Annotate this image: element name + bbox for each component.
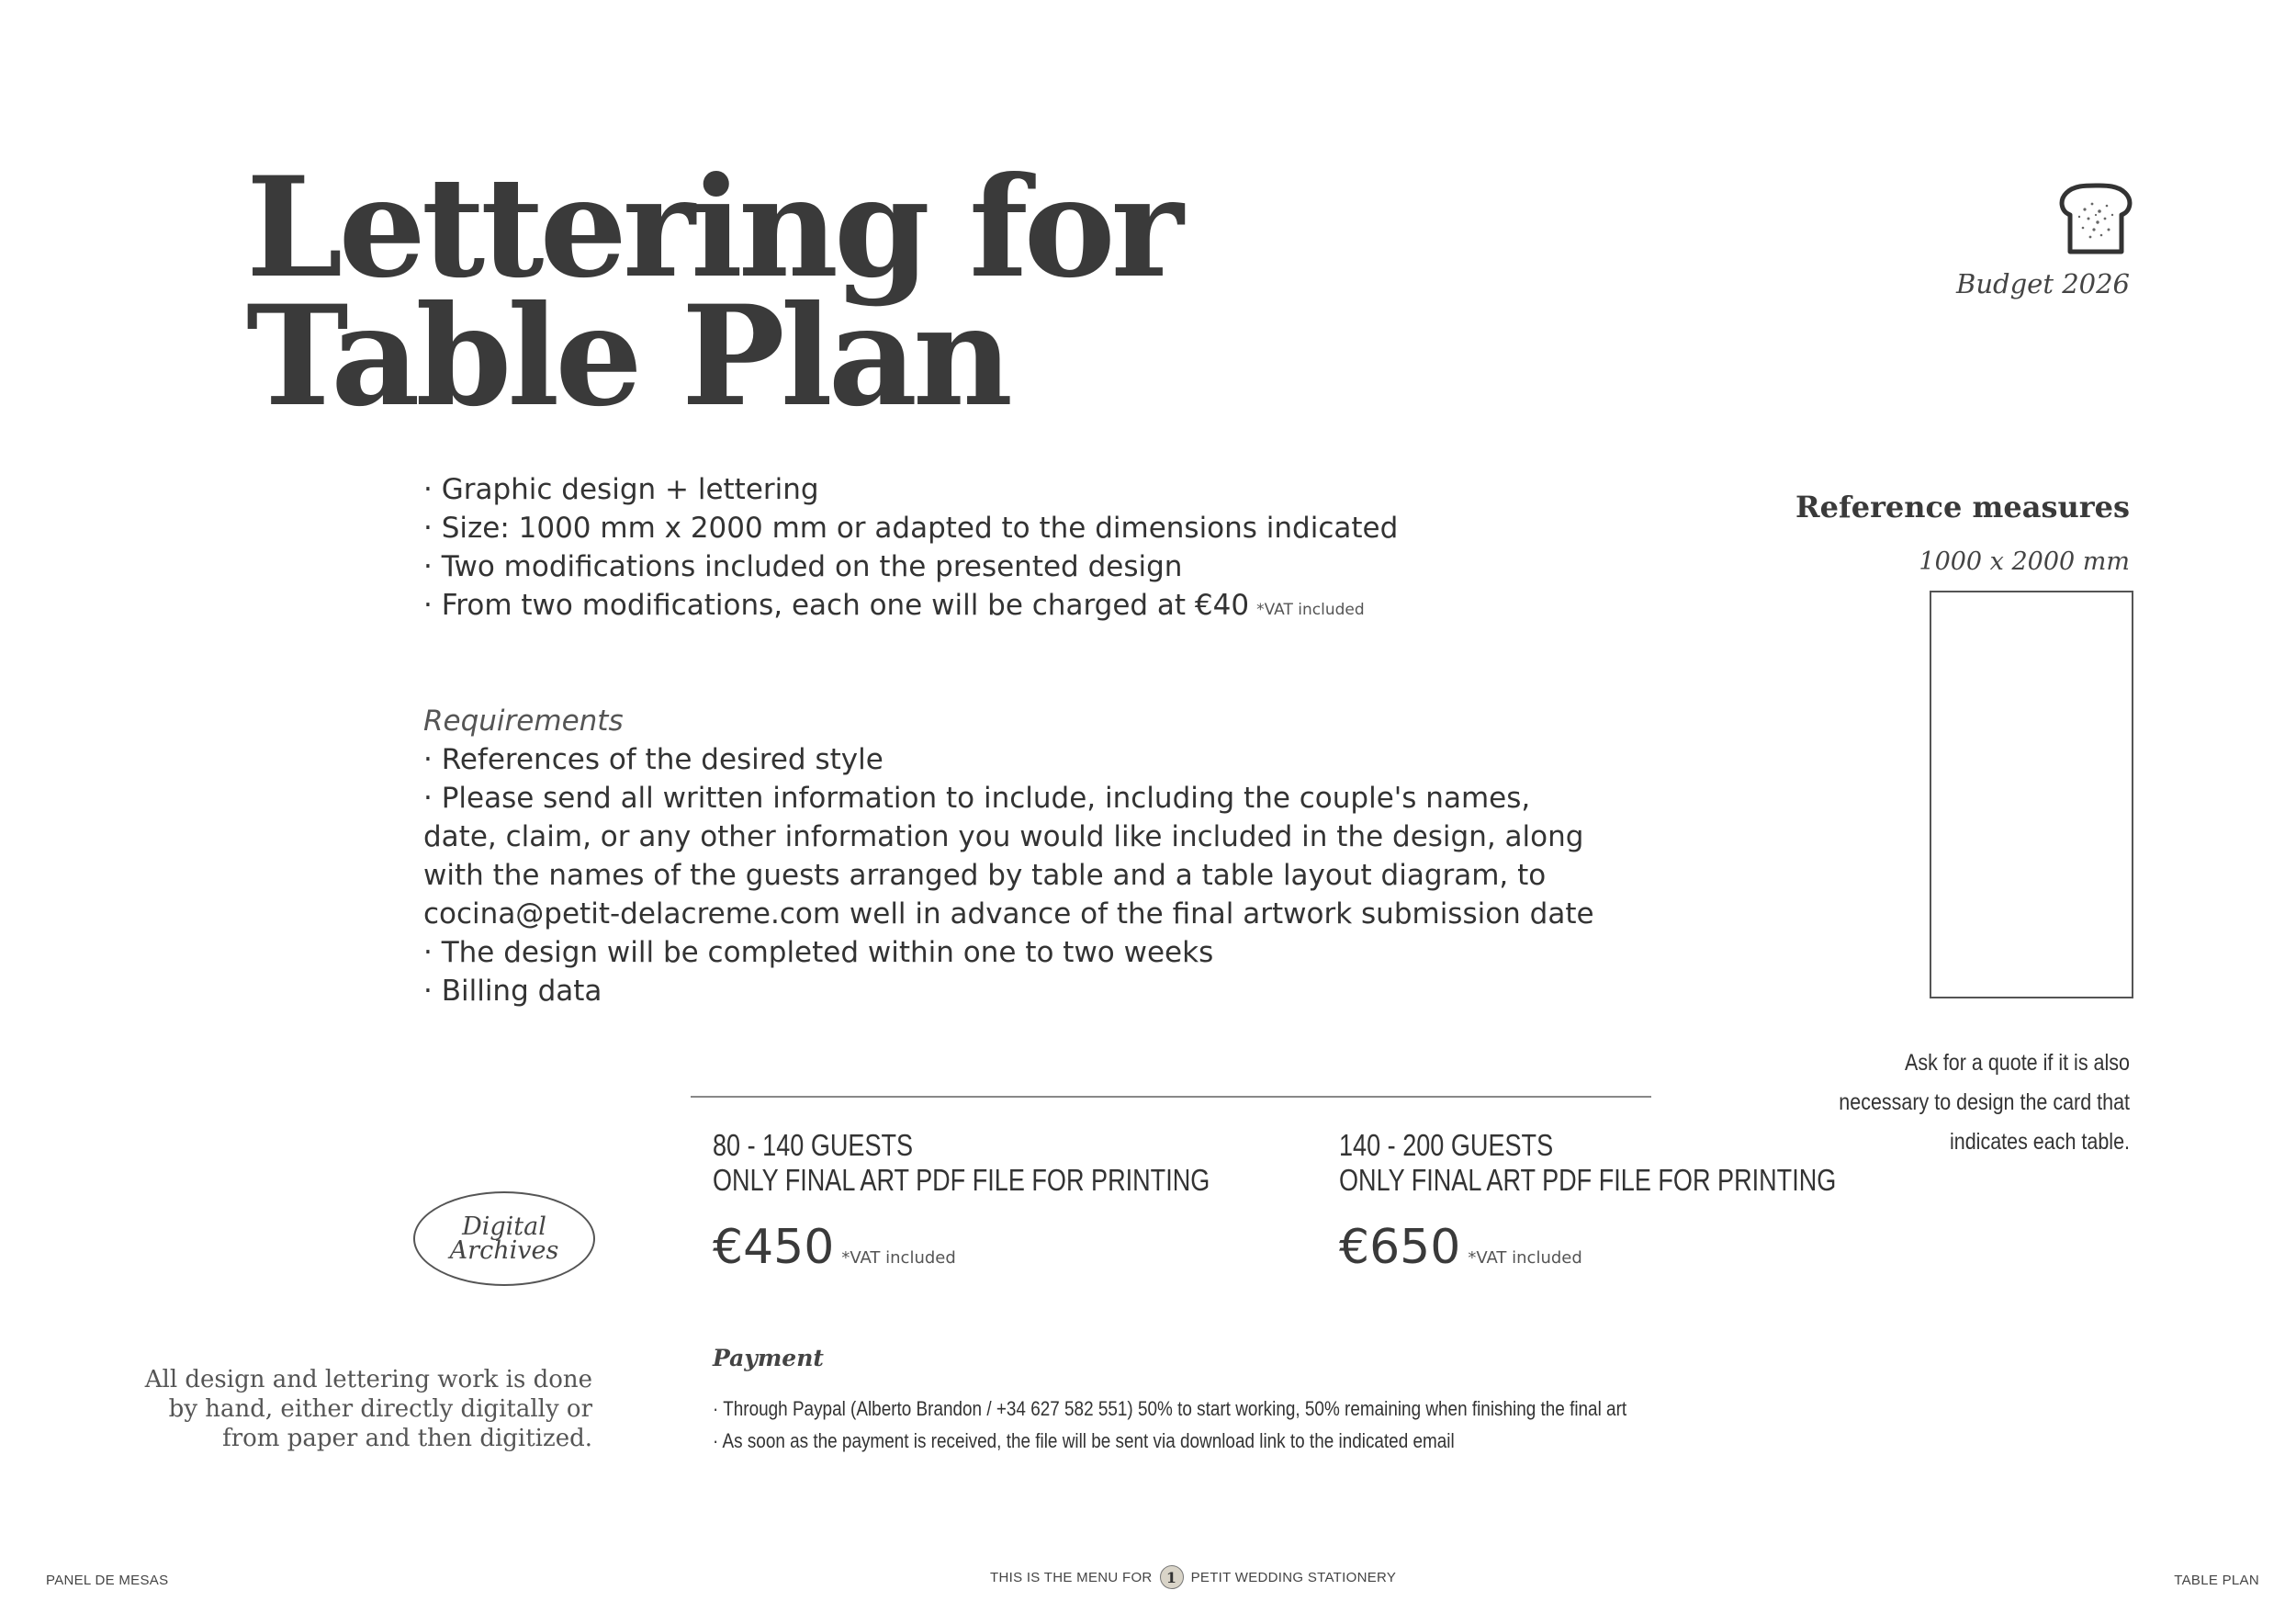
page-title <box>246 147 1179 437</box>
tier-guests: 140 - 200 GUESTS <box>1339 1128 1554 1162</box>
handmade-note: All design and lettering work is done by hand, either directly digitally or from paper and then digitized. <box>144 1366 592 1452</box>
tier-guests: 80 - 140 GUESTS <box>713 1128 914 1162</box>
title-line-1: Lettering for <box>246 147 1179 309</box>
footer-right: TABLE PLAN <box>2174 1573 2259 1588</box>
vat-note: *VAT included <box>841 1248 956 1268</box>
budget-label: Budget 2026 <box>1956 268 2130 299</box>
vat-note: *VAT included <box>1256 601 1365 619</box>
pricing-tier-2 <box>1339 1128 1945 1275</box>
features-list <box>423 470 1398 629</box>
requirement-item: · The design will be completed within one to two weeks <box>423 936 1214 969</box>
vat-note: *VAT included <box>1468 1248 1582 1268</box>
badge-line-1: Digital <box>462 1212 546 1241</box>
payment-list <box>713 1393 1626 1457</box>
payment-item: · As soon as the payment is received, the file will be sent via download link to the indicated email <box>713 1429 1455 1452</box>
feature-item: · Graphic design + lettering <box>423 473 819 506</box>
digital-archives-badge <box>413 1191 595 1286</box>
pricing-tier-1 <box>713 1128 1319 1275</box>
footer-center <box>990 1565 1396 1589</box>
feature-item <box>423 586 1398 629</box>
tier-price-row <box>1339 1220 1945 1275</box>
reference-size: 1000 x 2000 mm <box>1919 547 2130 576</box>
footer-center-before: THIS IS THE MENU FOR <box>990 1569 1153 1585</box>
reference-title: Reference measures <box>1795 490 2130 524</box>
requirement-item: · Please send all written information to include, including the couple's names, date, claim, or any other information you would like included in the design, along with the names of the guests arranged by table and a table layout diagram, to cocina@petit-delacreme.com well in advance of the final artwork submission date <box>423 782 1594 930</box>
reference-rectangle <box>1930 591 2133 998</box>
footer-center-after: PETIT WEDDING STATIONERY <box>1190 1569 1397 1585</box>
bread-toast-icon <box>2057 182 2134 255</box>
reference-note: Ask for a quote if it is also necessary to design the card that indicates each table. <box>1839 1050 2130 1155</box>
requirements-section <box>423 702 1608 1010</box>
feature-item: · Two modifications included on the presented design <box>423 550 1183 583</box>
tier-price: €450 <box>713 1220 835 1275</box>
payment-item: · Through Paypal (Alberto Brandon / +34 627 582 551) 50% to start working, 50% remaining when finishing the final art <box>713 1397 1627 1420</box>
requirement-item: · Billing data <box>423 975 602 1008</box>
payment-heading: Payment <box>713 1345 824 1371</box>
feature-text: · From two modifications, each one will be charged at €40 <box>423 589 1250 622</box>
title-line-2: Table Plan <box>246 276 1009 437</box>
tier-description: ONLY FINAL ART PDF FILE FOR PRINTING <box>1339 1163 1837 1197</box>
footer-left: PANEL DE MESAS <box>46 1573 169 1588</box>
requirements-heading: Requirements <box>423 705 624 738</box>
tier-price: €650 <box>1339 1220 1461 1275</box>
tier-price-row <box>713 1220 1319 1275</box>
feature-item: · Size: 1000 mm x 2000 mm or adapted to the dimensions indicated <box>423 512 1399 545</box>
requirement-item: · References of the desired style <box>423 743 884 776</box>
divider <box>691 1096 1651 1098</box>
number-badge: 1 <box>1160 1565 1184 1589</box>
tier-description: ONLY FINAL ART PDF FILE FOR PRINTING <box>713 1163 1210 1197</box>
badge-line-2: Archives <box>449 1235 559 1265</box>
